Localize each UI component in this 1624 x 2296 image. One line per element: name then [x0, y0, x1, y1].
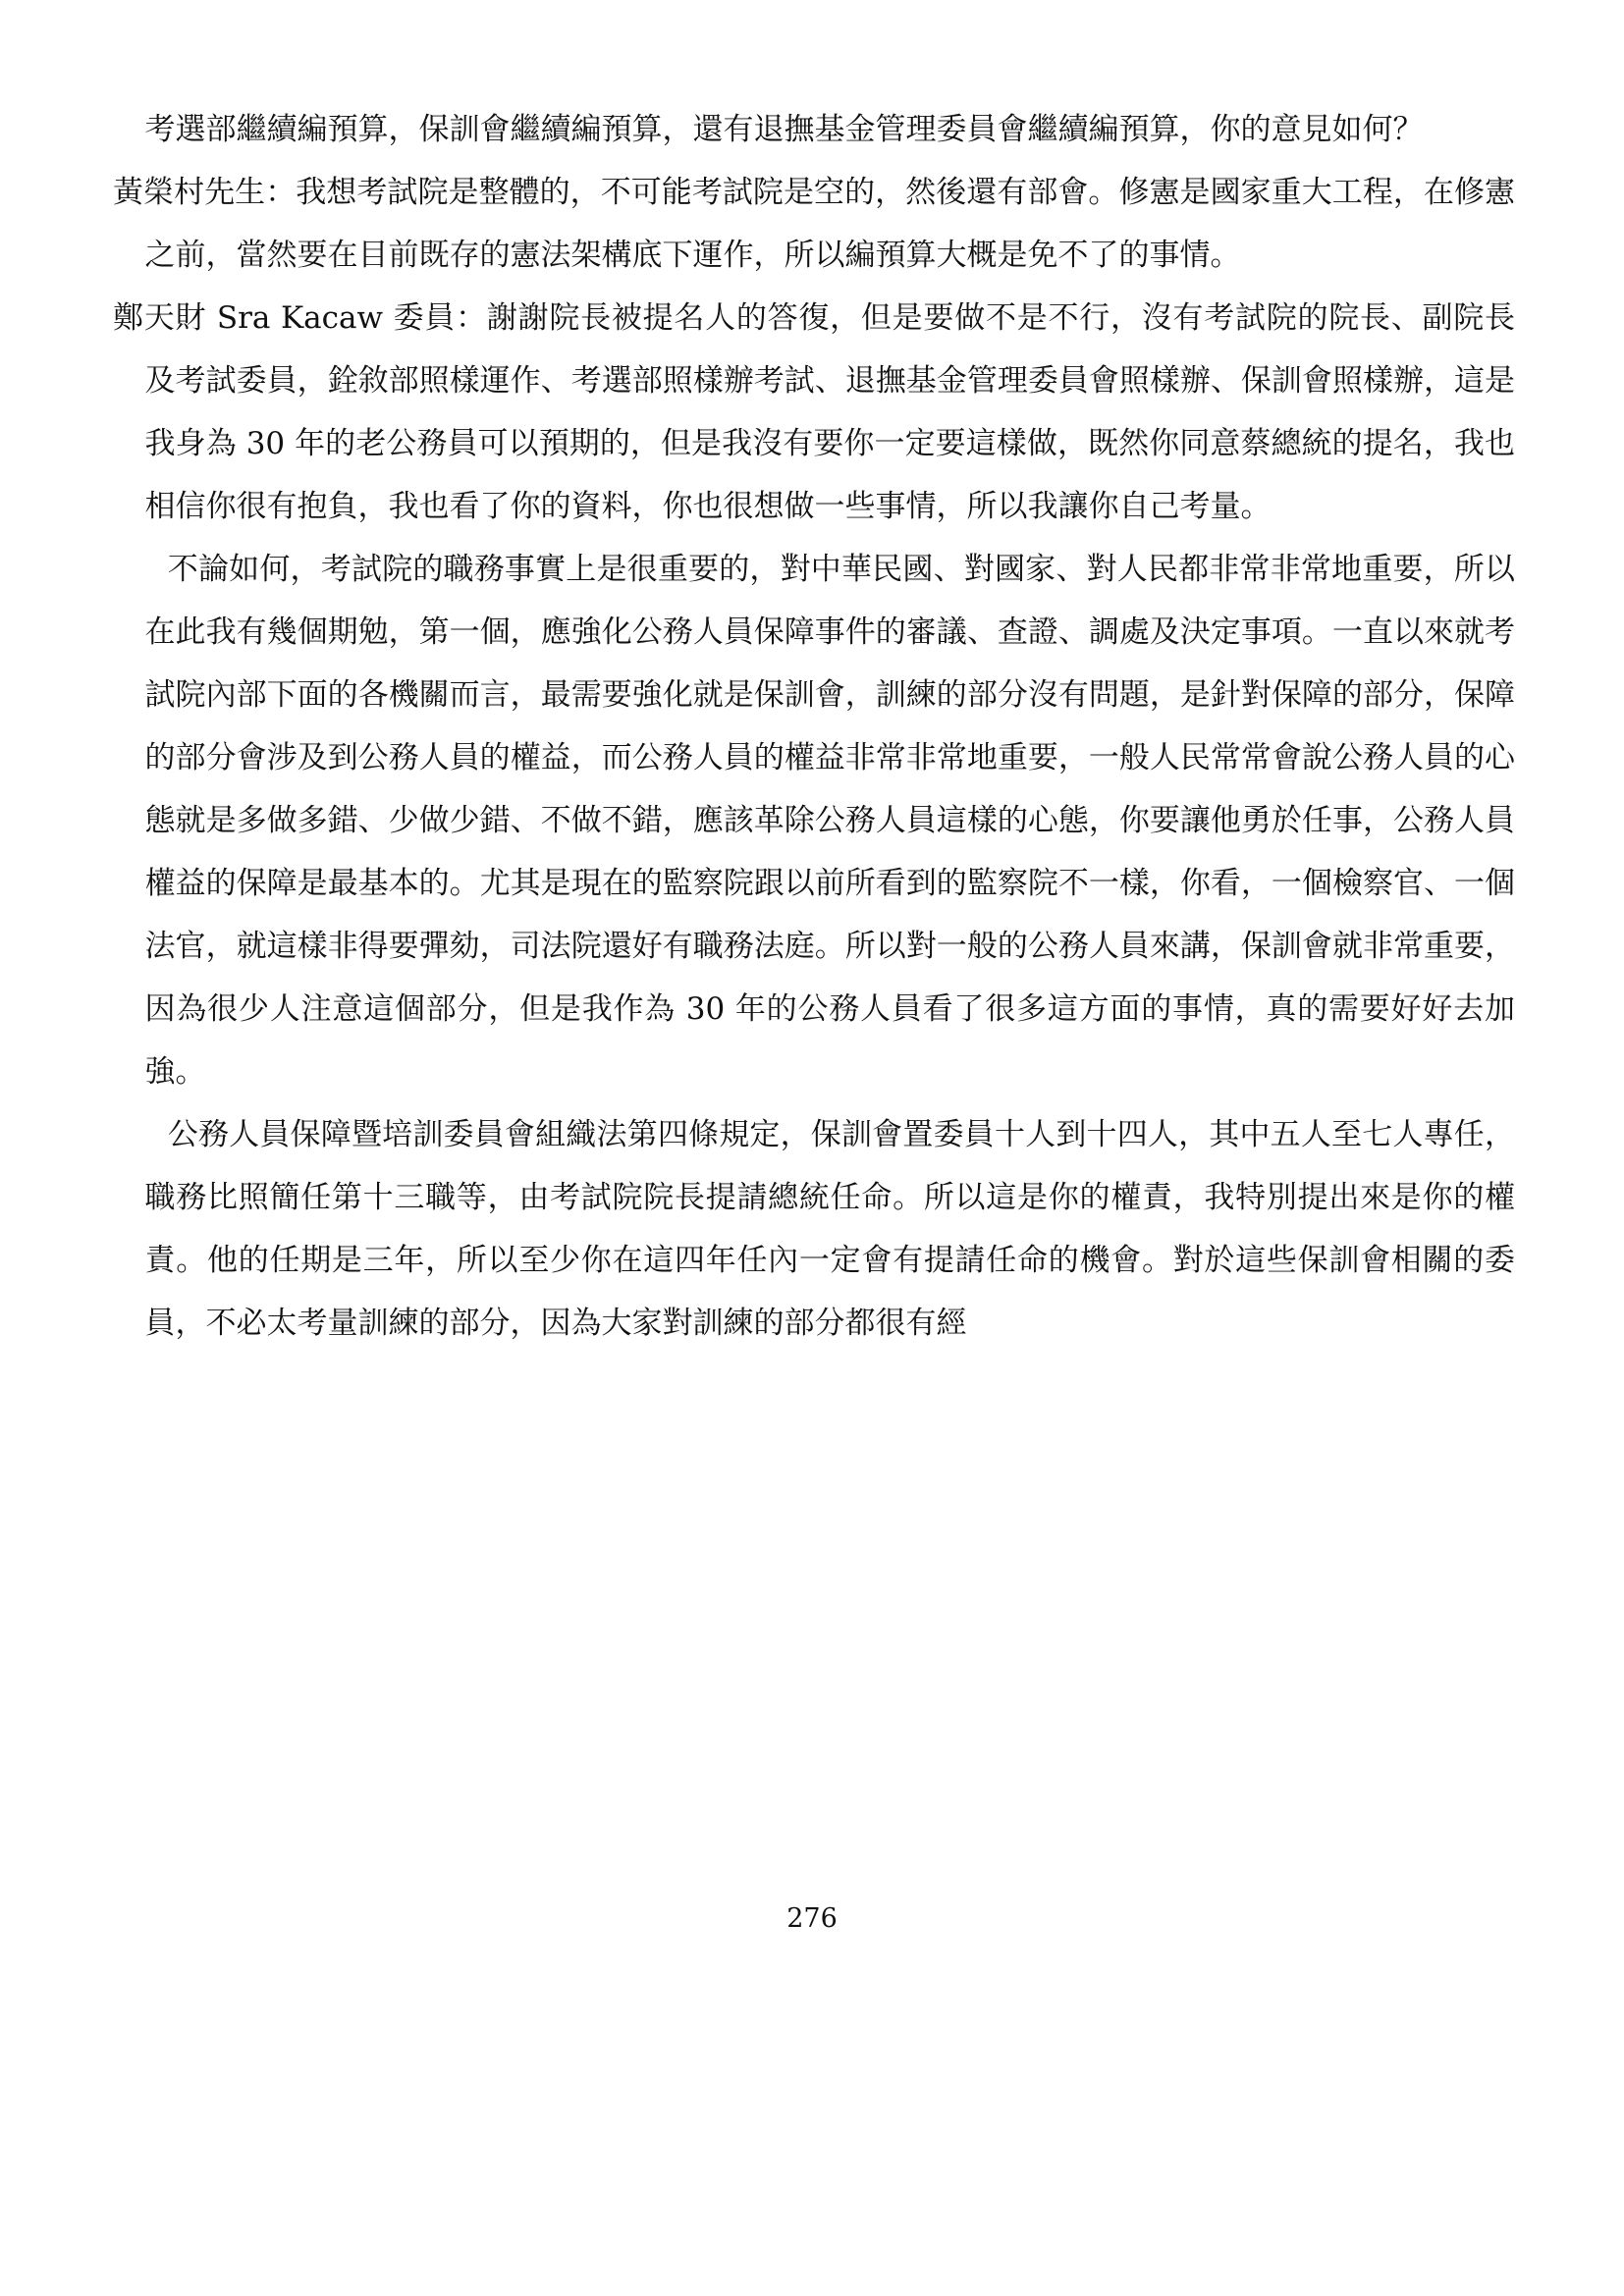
paragraph-speaker-cheng: 鄭天財 Sra Kacaw 委員：謝謝院長被提名人的答復，但是要做不是不行，沒有考試院的院長、副院長及考試委員，銓敘部照樣運作、考選部照樣辦考試、退撫基金管理委員會照樣辦、保訓會照樣辦，這是我身為 30 年的老公務員可以預期的，但是我沒有要你一定要這樣做，既然你同意蔡總統的提名，我也相信你很有抱負，我也看了你的資料，你也很想做一些事情，所以我讓你自己考量。 [113, 300, 1515, 524]
page-number: 276 [786, 1903, 838, 1934]
paragraph-inner-1: 不論如何，考試院的職務事實上是很重要的，對中華民國、對國家、對人民都非常非常地重要，所以在此我有幾個期勉，第一個，應強化公務人員保障事件的審議、查證、調處及決定事項。一直以來就考試院內部下面的各機關而言，最需要強化就是保訓會，訓練的部分沒有問題，是針對保障的部分，保障的部分會涉及到公務人員的權益，而公務人員的權益非常非常地重要，一般人民常常會說公務人員的心態就是多做多錯、少做少錯、不做不錯，應該革除公務人員這樣的心態，你要讓他勇於任事，公務人員權益的保障是最基本的。尤其是現在的監察院跟以前所看到的監察院不一樣，你看，一個檢察官、一個法官，就這樣非得要彈劾，司法院還好有職務法庭。所以對一般的公務人員來講，保訓會就非常重要，因為很少人注意這個部分，但是我作為 30 年的公務人員看了很多這方面的事情，真的需要好好去加強。 [144, 552, 1515, 1090]
paragraph-speaker-huang: 黃榮村先生：我想考試院是整體的，不可能考試院是空的，然後還有部會。修憲是國家重大工程，在修憲之前，當然要在目前既存的憲法架構底下運作，所以編預算大概是免不了的事情。 [113, 175, 1515, 273]
transcript-body [113, 98, 1515, 1355]
paragraph-inner-2: 公務人員保障暨培訓委員會組織法第四條規定，保訓會置委員十人到十四人，其中五人至七人專任，職務比照簡任第十三職等，由考試院院長提請總統任命。所以這是你的權責，我特別提出來是你的權責。他的任期是三年，所以至少你在這四年任內一定會有提請任命的機會。對於這些保訓會相關的委員，不必太考量訓練的部分，因為大家對訓練的部分都很有經 [144, 1117, 1515, 1341]
paragraph-continuation: 考選部繼續編預算，保訓會繼續編預算，還有退撫基金管理委員會繼續編預算，你的意見如何？ [144, 112, 1424, 147]
